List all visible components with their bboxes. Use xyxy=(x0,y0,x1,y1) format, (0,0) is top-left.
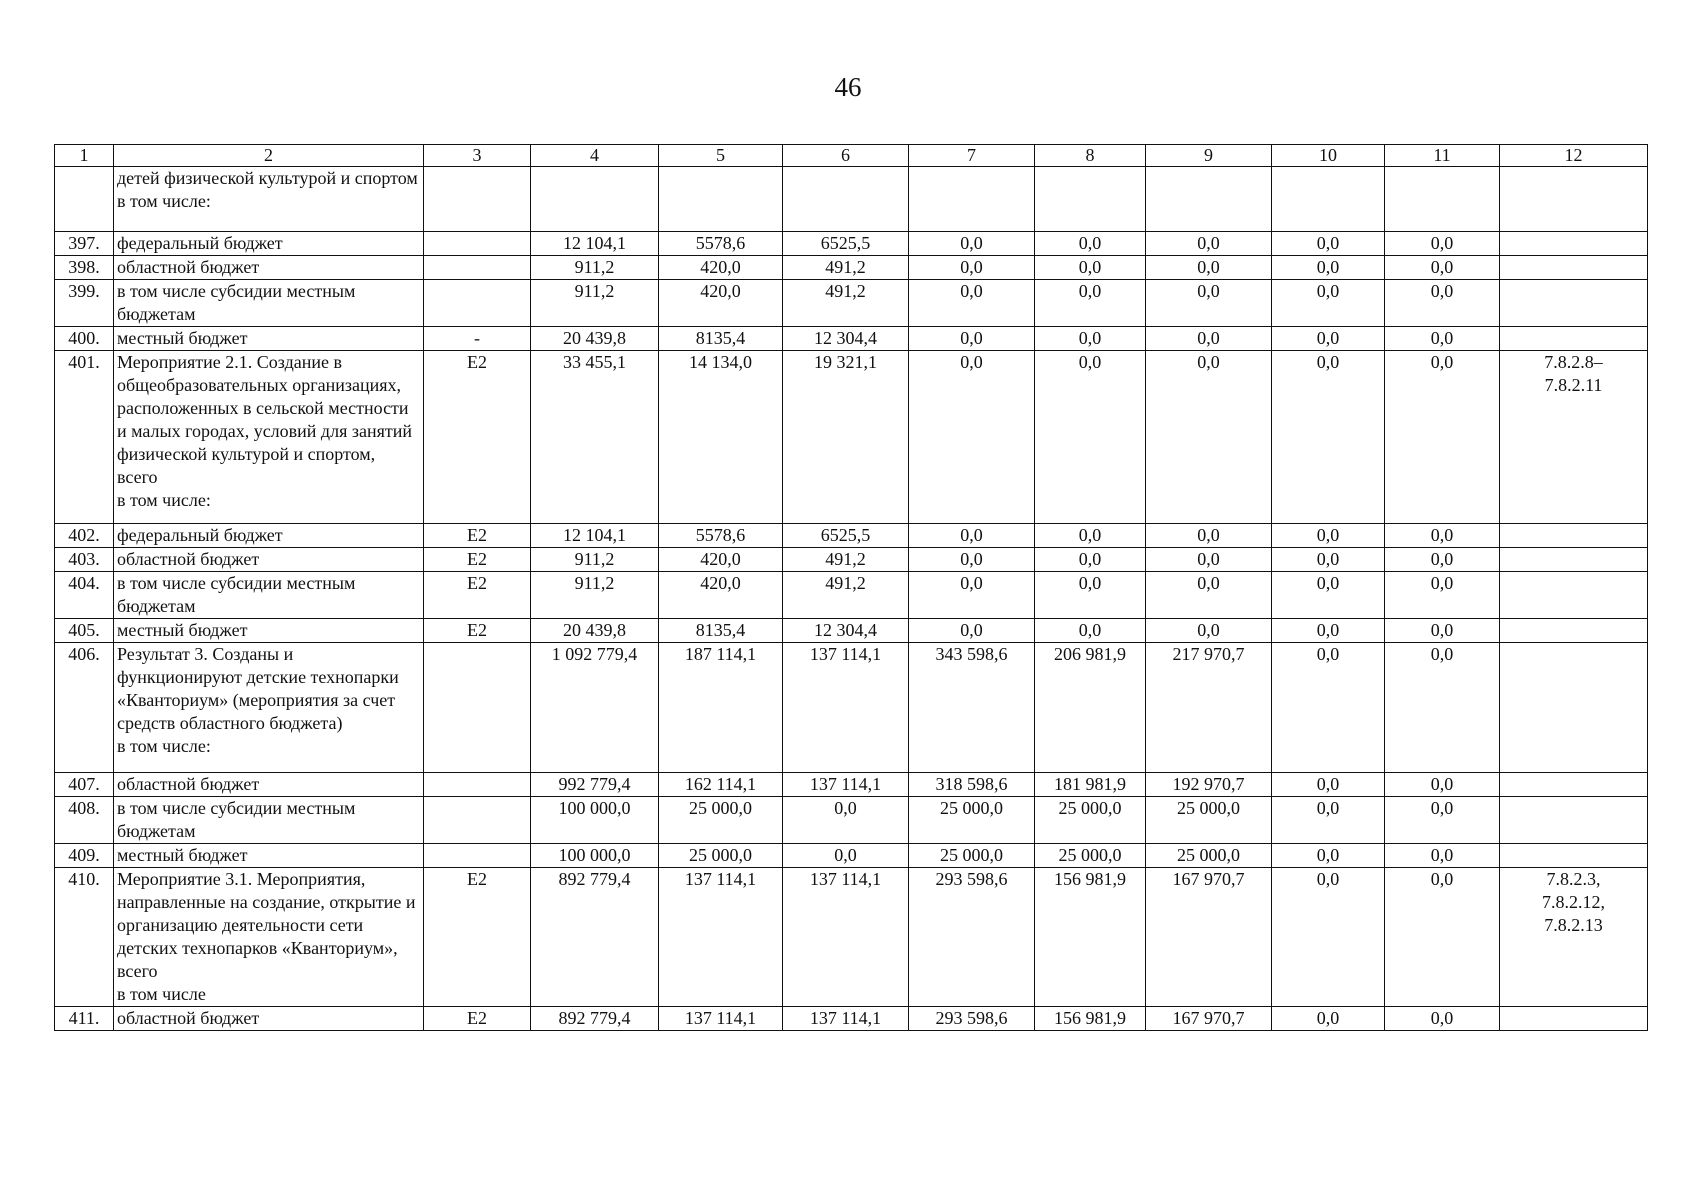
amount-cell xyxy=(1146,167,1272,232)
amount-cell: 0,0 xyxy=(1272,280,1385,327)
amount-cell: 293 598,6 xyxy=(909,1007,1035,1031)
column-header-6: 6 xyxy=(783,145,909,167)
amount-cell: 0,0 xyxy=(1272,868,1385,1007)
table-body xyxy=(55,167,1648,1031)
amount-cell: 318 598,6 xyxy=(909,773,1035,797)
table-row xyxy=(55,256,1648,280)
amount-cell: 100 000,0 xyxy=(531,797,659,844)
column-header-11: 11 xyxy=(1385,145,1500,167)
amount-cell: 0,0 xyxy=(909,327,1035,351)
amount-cell: 911,2 xyxy=(531,256,659,280)
description-cell: в том числе субсидии местным бюджетам xyxy=(114,572,424,619)
amount-cell: 911,2 xyxy=(531,280,659,327)
table-row xyxy=(55,167,1648,232)
amount-cell: 0,0 xyxy=(1146,232,1272,256)
amount-cell: 0,0 xyxy=(1385,643,1500,773)
amount-cell: 137 114,1 xyxy=(783,643,909,773)
amount-cell xyxy=(1035,167,1146,232)
amount-cell: 0,0 xyxy=(909,572,1035,619)
amount-cell: 0,0 xyxy=(1272,351,1385,524)
amount-cell: 0,0 xyxy=(1385,351,1500,524)
row-number-cell: 410. xyxy=(55,868,114,1007)
amount-cell: 0,0 xyxy=(1385,619,1500,643)
indicator-ref-cell xyxy=(1500,256,1648,280)
amount-cell: 0,0 xyxy=(909,524,1035,548)
amount-cell: 0,0 xyxy=(1035,548,1146,572)
code-cell: Е2 xyxy=(424,548,531,572)
table-row xyxy=(55,797,1648,844)
amount-cell: 911,2 xyxy=(531,548,659,572)
amount-cell: 6525,5 xyxy=(783,524,909,548)
column-header-3: 3 xyxy=(424,145,531,167)
indicator-ref-cell xyxy=(1500,619,1648,643)
amount-cell: 0,0 xyxy=(1385,797,1500,844)
description-cell: областной бюджет xyxy=(114,256,424,280)
amount-cell: 0,0 xyxy=(1272,256,1385,280)
table-row xyxy=(55,619,1648,643)
amount-cell: 0,0 xyxy=(1385,548,1500,572)
amount-cell: 0,0 xyxy=(1272,1007,1385,1031)
amount-cell: 0,0 xyxy=(1385,280,1500,327)
amount-cell: 0,0 xyxy=(1146,327,1272,351)
amount-cell: 0,0 xyxy=(1385,1007,1500,1031)
table-row xyxy=(55,572,1648,619)
amount-cell: 0,0 xyxy=(783,797,909,844)
amount-cell: 14 134,0 xyxy=(659,351,783,524)
amount-cell: 343 598,6 xyxy=(909,643,1035,773)
amount-cell: 0,0 xyxy=(1272,548,1385,572)
amount-cell: 167 970,7 xyxy=(1146,868,1272,1007)
amount-cell: 0,0 xyxy=(909,280,1035,327)
amount-cell: 0,0 xyxy=(1146,572,1272,619)
amount-cell: 25 000,0 xyxy=(1035,844,1146,868)
code-cell xyxy=(424,256,531,280)
amount-cell: 0,0 xyxy=(1272,844,1385,868)
amount-cell: 156 981,9 xyxy=(1035,1007,1146,1031)
header-row xyxy=(55,145,1648,167)
amount-cell: 491,2 xyxy=(783,572,909,619)
amount-cell: 137 114,1 xyxy=(659,1007,783,1031)
amount-cell xyxy=(1385,167,1500,232)
description-cell: федеральный бюджет xyxy=(114,524,424,548)
amount-cell: 892 779,4 xyxy=(531,868,659,1007)
amount-cell: 491,2 xyxy=(783,280,909,327)
amount-cell: 20 439,8 xyxy=(531,327,659,351)
row-number-cell: 404. xyxy=(55,572,114,619)
amount-cell: 0,0 xyxy=(909,232,1035,256)
code-cell xyxy=(424,232,531,256)
amount-cell: 25 000,0 xyxy=(1146,797,1272,844)
indicator-ref-cell xyxy=(1500,844,1648,868)
code-cell xyxy=(424,797,531,844)
description-cell: областной бюджет xyxy=(114,548,424,572)
indicator-ref-cell: 7.8.2.8– 7.8.2.11 xyxy=(1500,351,1648,524)
column-header-12: 12 xyxy=(1500,145,1648,167)
amount-cell: 0,0 xyxy=(1035,256,1146,280)
amount-cell xyxy=(659,167,783,232)
amount-cell: 911,2 xyxy=(531,572,659,619)
amount-cell: 0,0 xyxy=(1035,232,1146,256)
amount-cell: 167 970,7 xyxy=(1146,1007,1272,1031)
amount-cell: 0,0 xyxy=(909,619,1035,643)
column-header-8: 8 xyxy=(1035,145,1146,167)
amount-cell: 0,0 xyxy=(1035,280,1146,327)
column-header-1: 1 xyxy=(55,145,114,167)
row-number-cell: 407. xyxy=(55,773,114,797)
budget-table xyxy=(54,144,1648,1031)
amount-cell: 5578,6 xyxy=(659,524,783,548)
column-header-9: 9 xyxy=(1146,145,1272,167)
description-cell: в том числе субсидии местным бюджетам xyxy=(114,797,424,844)
amount-cell: 0,0 xyxy=(1146,619,1272,643)
amount-cell: 0,0 xyxy=(783,844,909,868)
amount-cell: 0,0 xyxy=(1385,524,1500,548)
amount-cell: 5578,6 xyxy=(659,232,783,256)
row-number-cell: 399. xyxy=(55,280,114,327)
amount-cell: 0,0 xyxy=(1035,619,1146,643)
amount-cell: 491,2 xyxy=(783,548,909,572)
table-row xyxy=(55,868,1648,1007)
amount-cell: 1 092 779,4 xyxy=(531,643,659,773)
amount-cell: 491,2 xyxy=(783,256,909,280)
description-cell: Результат 3. Созданы и функционируют детские технопарки «Кванториум» (мероприятия за счет средств областного бюджета) в том числе: xyxy=(114,643,424,773)
amount-cell: 187 114,1 xyxy=(659,643,783,773)
column-header-2: 2 xyxy=(114,145,424,167)
indicator-ref-cell xyxy=(1500,572,1648,619)
amount-cell: 0,0 xyxy=(1272,619,1385,643)
indicator-ref-cell: 7.8.2.3, 7.8.2.12, 7.8.2.13 xyxy=(1500,868,1648,1007)
amount-cell: 0,0 xyxy=(1035,351,1146,524)
table-row xyxy=(55,232,1648,256)
table-row xyxy=(55,280,1648,327)
amount-cell: 137 114,1 xyxy=(783,773,909,797)
row-number-cell: 408. xyxy=(55,797,114,844)
amount-cell: 162 114,1 xyxy=(659,773,783,797)
amount-cell: 0,0 xyxy=(1272,773,1385,797)
indicator-ref-cell xyxy=(1500,643,1648,773)
amount-cell: 0,0 xyxy=(1035,524,1146,548)
indicator-ref-cell xyxy=(1500,524,1648,548)
amount-cell: 25 000,0 xyxy=(909,797,1035,844)
description-cell: Мероприятие 2.1. Создание в общеобразовательных организациях, расположенных в сельской местности и малых городах, условий для занятий физической культурой и спортом, всего в том числе: xyxy=(114,351,424,524)
row-number-cell: 402. xyxy=(55,524,114,548)
amount-cell: 0,0 xyxy=(1146,280,1272,327)
table-row xyxy=(55,524,1648,548)
code-cell: Е2 xyxy=(424,524,531,548)
amount-cell: 137 114,1 xyxy=(783,1007,909,1031)
indicator-ref-cell xyxy=(1500,280,1648,327)
description-cell: местный бюджет xyxy=(114,327,424,351)
description-cell: областной бюджет xyxy=(114,1007,424,1031)
amount-cell: 25 000,0 xyxy=(1146,844,1272,868)
amount-cell: 892 779,4 xyxy=(531,1007,659,1031)
table-row xyxy=(55,844,1648,868)
column-header-10: 10 xyxy=(1272,145,1385,167)
amount-cell: 12 104,1 xyxy=(531,524,659,548)
code-cell xyxy=(424,280,531,327)
row-number-cell xyxy=(55,167,114,232)
amount-cell: 20 439,8 xyxy=(531,619,659,643)
row-number-cell: 401. xyxy=(55,351,114,524)
amount-cell: 0,0 xyxy=(1385,256,1500,280)
amount-cell: 100 000,0 xyxy=(531,844,659,868)
row-number-cell: 403. xyxy=(55,548,114,572)
amount-cell: 12 104,1 xyxy=(531,232,659,256)
amount-cell: 156 981,9 xyxy=(1035,868,1146,1007)
amount-cell: 8135,4 xyxy=(659,327,783,351)
amount-cell: 137 114,1 xyxy=(659,868,783,1007)
amount-cell: 0,0 xyxy=(909,548,1035,572)
amount-cell: 0,0 xyxy=(1385,327,1500,351)
amount-cell: 206 981,9 xyxy=(1035,643,1146,773)
code-cell xyxy=(424,167,531,232)
indicator-ref-cell xyxy=(1500,1007,1648,1031)
code-cell: Е2 xyxy=(424,351,531,524)
amount-cell: 6525,5 xyxy=(783,232,909,256)
description-cell: федеральный бюджет xyxy=(114,232,424,256)
amount-cell: 0,0 xyxy=(1272,572,1385,619)
amount-cell: 12 304,4 xyxy=(783,619,909,643)
indicator-ref-cell xyxy=(1500,548,1648,572)
indicator-ref-cell xyxy=(1500,167,1648,232)
page-number: 46 xyxy=(834,72,862,102)
amount-cell: 25 000,0 xyxy=(659,797,783,844)
amount-cell: 293 598,6 xyxy=(909,868,1035,1007)
description-cell: местный бюджет xyxy=(114,844,424,868)
amount-cell: 137 114,1 xyxy=(783,868,909,1007)
amount-cell: 0,0 xyxy=(1146,548,1272,572)
column-header-5: 5 xyxy=(659,145,783,167)
amount-cell: 0,0 xyxy=(1385,868,1500,1007)
row-number-cell: 405. xyxy=(55,619,114,643)
row-number-cell: 411. xyxy=(55,1007,114,1031)
amount-cell: 25 000,0 xyxy=(659,844,783,868)
amount-cell xyxy=(909,167,1035,232)
amount-cell: 0,0 xyxy=(1146,351,1272,524)
amount-cell xyxy=(783,167,909,232)
indicator-ref-cell xyxy=(1500,773,1648,797)
code-cell: Е2 xyxy=(424,572,531,619)
row-number-cell: 397. xyxy=(55,232,114,256)
amount-cell: 0,0 xyxy=(1385,844,1500,868)
code-cell: Е2 xyxy=(424,868,531,1007)
amount-cell: 0,0 xyxy=(1035,327,1146,351)
row-number-cell: 400. xyxy=(55,327,114,351)
code-cell: - xyxy=(424,327,531,351)
indicator-ref-cell xyxy=(1500,327,1648,351)
amount-cell: 0,0 xyxy=(1272,797,1385,844)
table-row xyxy=(55,773,1648,797)
amount-cell: 0,0 xyxy=(909,351,1035,524)
amount-cell: 217 970,7 xyxy=(1146,643,1272,773)
amount-cell: 33 455,1 xyxy=(531,351,659,524)
amount-cell: 0,0 xyxy=(1385,773,1500,797)
table-row xyxy=(55,643,1648,773)
amount-cell: 0,0 xyxy=(1272,327,1385,351)
amount-cell: 181 981,9 xyxy=(1035,773,1146,797)
code-cell: Е2 xyxy=(424,1007,531,1031)
indicator-ref-cell xyxy=(1500,797,1648,844)
table-row xyxy=(55,327,1648,351)
table-row xyxy=(55,351,1648,524)
row-number-cell: 409. xyxy=(55,844,114,868)
amount-cell: 420,0 xyxy=(659,548,783,572)
indicator-ref-cell xyxy=(1500,232,1648,256)
description-cell: местный бюджет xyxy=(114,619,424,643)
amount-cell: 420,0 xyxy=(659,572,783,619)
table-row xyxy=(55,548,1648,572)
amount-cell: 0,0 xyxy=(1146,256,1272,280)
amount-cell: 0,0 xyxy=(1385,232,1500,256)
amount-cell: 0,0 xyxy=(1272,643,1385,773)
column-header-4: 4 xyxy=(531,145,659,167)
amount-cell xyxy=(531,167,659,232)
table-row xyxy=(55,1007,1648,1031)
description-cell: областной бюджет xyxy=(114,773,424,797)
row-number-cell: 406. xyxy=(55,643,114,773)
description-cell: в том числе субсидии местным бюджетам xyxy=(114,280,424,327)
code-cell xyxy=(424,643,531,773)
amount-cell: 192 970,7 xyxy=(1146,773,1272,797)
description-cell: детей физической культурой и спортом в том числе: xyxy=(114,167,424,232)
amount-cell: 12 304,4 xyxy=(783,327,909,351)
amount-cell: 420,0 xyxy=(659,280,783,327)
amount-cell: 992 779,4 xyxy=(531,773,659,797)
column-header-7: 7 xyxy=(909,145,1035,167)
amount-cell: 25 000,0 xyxy=(1035,797,1146,844)
amount-cell: 0,0 xyxy=(1385,572,1500,619)
description-cell: Мероприятие 3.1. Мероприятия, направленные на создание, открытие и организацию деятельности сети детских технопарков «Кванториум», всего в том числе xyxy=(114,868,424,1007)
amount-cell: 0,0 xyxy=(1272,524,1385,548)
amount-cell: 19 321,1 xyxy=(783,351,909,524)
amount-cell: 420,0 xyxy=(659,256,783,280)
amount-cell: 8135,4 xyxy=(659,619,783,643)
amount-cell: 0,0 xyxy=(1146,524,1272,548)
amount-cell: 25 000,0 xyxy=(909,844,1035,868)
amount-cell: 0,0 xyxy=(1035,572,1146,619)
row-number-cell: 398. xyxy=(55,256,114,280)
amount-cell: 0,0 xyxy=(909,256,1035,280)
amount-cell xyxy=(1272,167,1385,232)
amount-cell: 0,0 xyxy=(1272,232,1385,256)
code-cell xyxy=(424,844,531,868)
code-cell: Е2 xyxy=(424,619,531,643)
code-cell xyxy=(424,773,531,797)
